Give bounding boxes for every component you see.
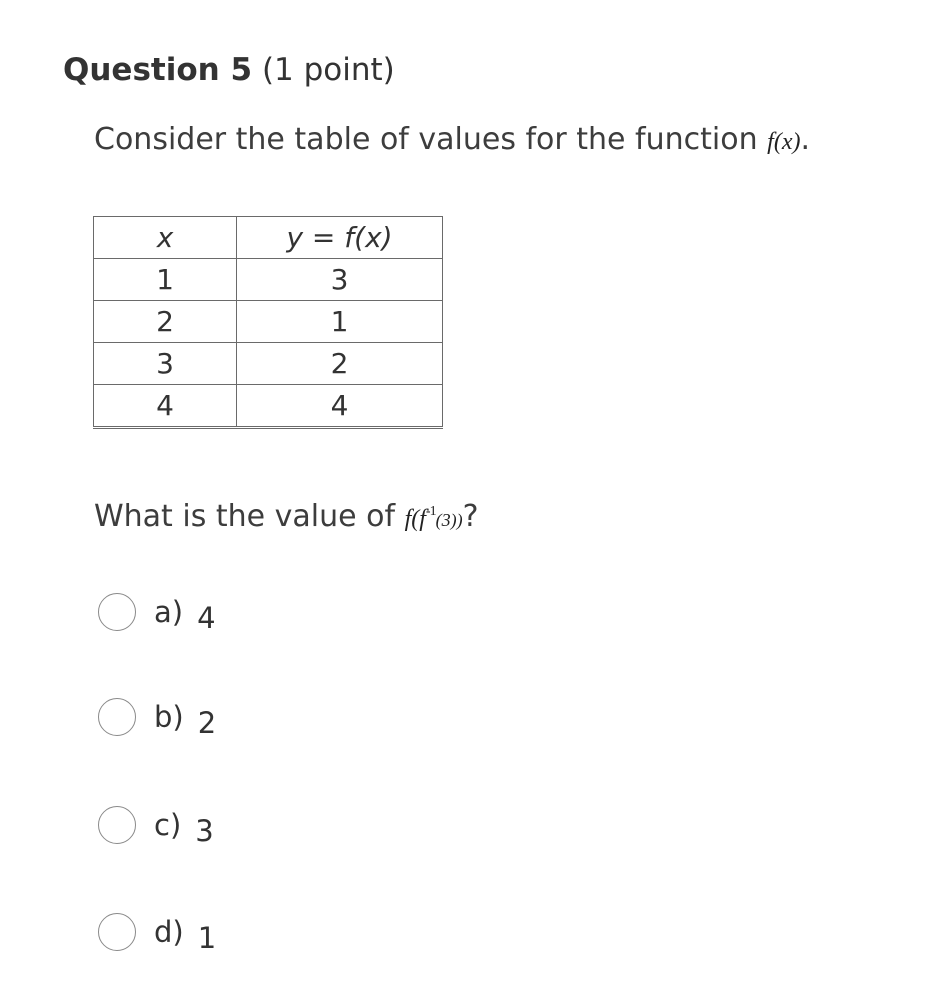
table-header-y-func: f(x) <box>344 221 393 254</box>
table-cell-x: 2 <box>94 301 237 343</box>
table-header-x: x <box>94 217 237 259</box>
prompt-text: Consider the table of values for the function <box>94 122 758 157</box>
prompt-end: . <box>800 122 811 157</box>
function-name: f <box>767 129 774 155</box>
table-cell-y: 1 <box>237 301 443 343</box>
answer-option-b[interactable] <box>98 695 216 739</box>
option-letter: a) <box>154 595 184 629</box>
answer-option-d[interactable] <box>98 910 216 954</box>
option-value: 2 <box>197 706 217 740</box>
table-row <box>94 301 443 343</box>
table-header-y <box>237 217 443 259</box>
ask-expr-tail: (3)) <box>435 510 463 530</box>
question-points: (1 point) <box>261 52 395 88</box>
option-letter: b) <box>154 700 184 734</box>
question-prompt <box>94 118 810 164</box>
table-header-row <box>94 217 443 259</box>
option-value: 4 <box>197 601 216 635</box>
ask-expr-f: f(f <box>404 506 426 532</box>
table-cell-x: 3 <box>94 343 237 385</box>
function-notation <box>767 129 800 155</box>
table-cell-y: 2 <box>237 343 443 385</box>
option-letter: d) <box>154 915 184 949</box>
question-title: Question 5 <box>63 52 253 88</box>
radio-button[interactable] <box>98 698 136 736</box>
table-cell-x: 1 <box>94 259 237 301</box>
table-cell-x: 4 <box>94 385 237 428</box>
radio-button[interactable] <box>98 593 136 631</box>
radio-button[interactable] <box>98 913 136 951</box>
question-header <box>63 48 395 92</box>
option-value: 1 <box>197 921 217 955</box>
function-argument: (x) <box>773 129 801 155</box>
option-value: 3 <box>195 814 214 848</box>
answer-option-a[interactable] <box>98 590 216 634</box>
radio-button[interactable] <box>98 806 136 844</box>
question-ask <box>94 490 479 542</box>
table-cell-y: 3 <box>237 259 443 301</box>
option-letter: c) <box>154 808 182 842</box>
table-row <box>94 259 443 301</box>
ask-expression <box>405 506 463 532</box>
ask-end: ? <box>462 499 479 534</box>
ask-expr-sup: -1 <box>425 504 436 519</box>
answer-option-c[interactable] <box>98 803 214 847</box>
ask-text: What is the value of <box>94 499 396 534</box>
table-row <box>94 385 443 428</box>
table-header-y-prefix: y = <box>286 221 345 254</box>
table-cell-y: 4 <box>237 385 443 428</box>
table-row <box>94 343 443 385</box>
values-table <box>93 216 443 429</box>
